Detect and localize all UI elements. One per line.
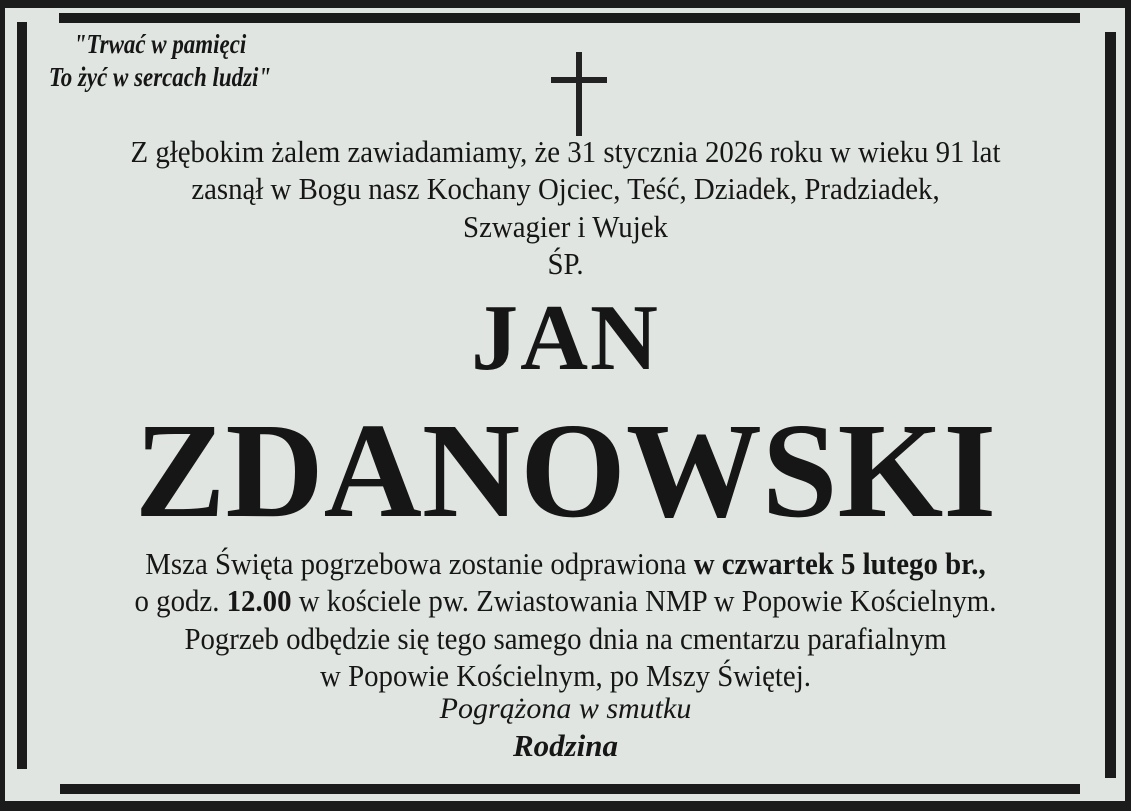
closing-block bbox=[0, 690, 1131, 764]
frame-outer-bottom bbox=[0, 801, 1131, 811]
memorial-quote-line-1: "Trwać w pamięci bbox=[73, 29, 247, 59]
death-announcement bbox=[40, 133, 1092, 283]
announcement-line-1: Z głębokim żalem zawiadamiamy, że 31 stycznia 2026 roku w wieku 91 lat bbox=[130, 134, 1001, 169]
details-line-2-bold: 12.00 bbox=[226, 583, 292, 619]
cross-horizontal-beam bbox=[551, 77, 607, 83]
deceased-first-name: JAN bbox=[471, 286, 660, 390]
memorial-quote bbox=[41, 28, 279, 94]
family-signature: Rodzina bbox=[512, 728, 619, 763]
memorial-quote-line-2: To żyć w sercach ludzi" bbox=[48, 62, 272, 92]
announcement-line-2: zasnął w Bogu nasz Kochany Ojciec, Teść, Dziadek, Pradziadek, bbox=[191, 171, 940, 207]
frame-inner-bottom-bar bbox=[60, 784, 1080, 794]
cross-icon bbox=[551, 52, 607, 136]
details-line-4: w Popowie Kościelnym, po Mszy Świętej. bbox=[320, 658, 811, 694]
details-line-1-bold: w czwartek 5 lutego br., bbox=[693, 546, 986, 581]
deceased-last-name: ZDANOWSKI bbox=[134, 396, 997, 546]
details-line-3: Pogrzeb odbędzie się tego samego dnia na cmentarzu parafialnym bbox=[184, 620, 947, 656]
funeral-details bbox=[40, 545, 1092, 695]
cross-vertical-beam bbox=[576, 52, 582, 136]
frame-outer-top bbox=[0, 0, 1131, 8]
frame-inner-top-bar bbox=[59, 13, 1080, 23]
sp-abbreviation: ŚP. bbox=[547, 246, 584, 282]
details-line-1 bbox=[40, 545, 1092, 582]
mourning-phrase: Pogrążona w smutku bbox=[439, 692, 692, 725]
details-line-2-post: w kościele pw. Zwiastowania NMP w Popowie Kościelnym. bbox=[291, 583, 997, 619]
announcement-line-3: Szwagier i Wujek bbox=[463, 208, 668, 244]
details-line-1-normal: Msza Święta pogrzebowa zostanie odprawiona bbox=[145, 546, 694, 581]
frame-inner-left-bar bbox=[17, 22, 27, 769]
details-line-2 bbox=[40, 582, 1092, 619]
details-line-2-pre: o godz. bbox=[134, 583, 227, 619]
